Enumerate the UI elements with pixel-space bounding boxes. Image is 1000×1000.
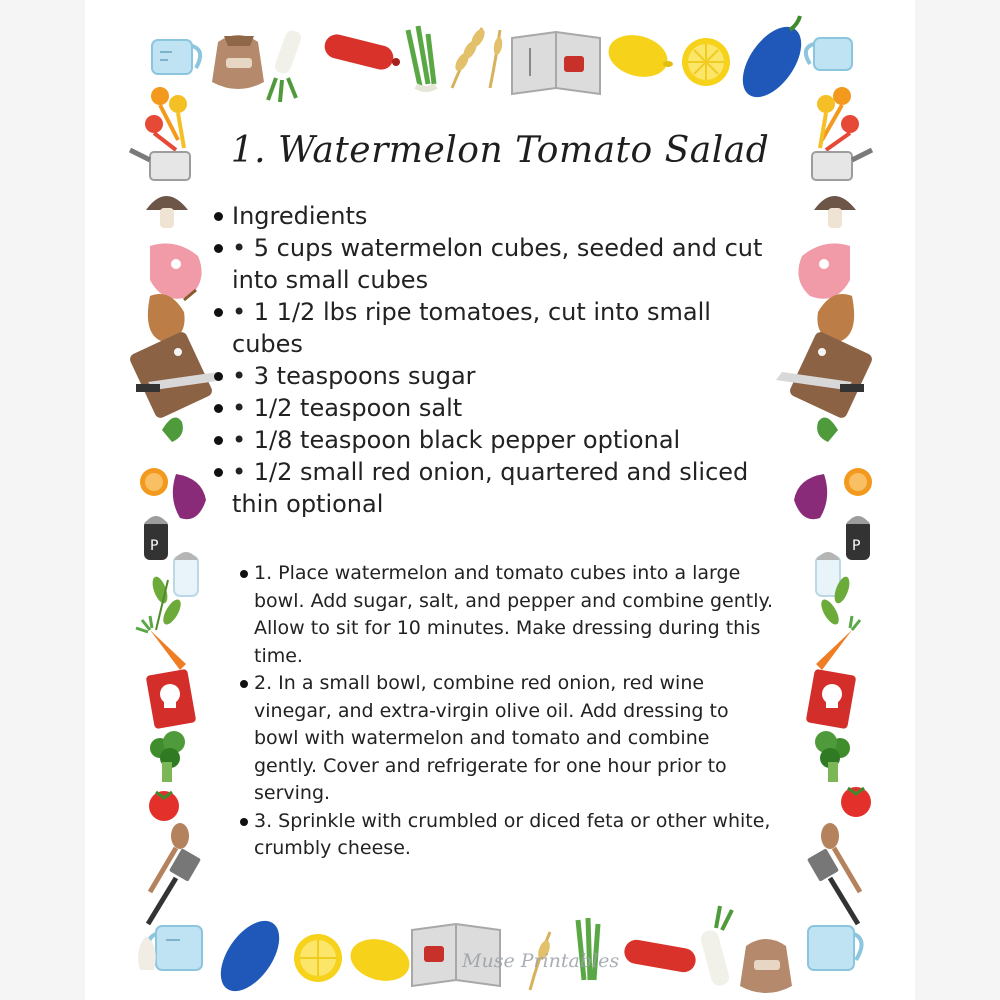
broccoli-icon <box>150 731 185 782</box>
recipe-book-icon <box>806 669 857 729</box>
salt-shaker-icon <box>846 516 870 560</box>
eggplant-icon <box>731 16 813 107</box>
beet-icon <box>794 418 838 520</box>
ingredient-item: • 3 teaspoons sugar <box>212 360 772 392</box>
ingredients-list <box>212 200 772 520</box>
ingredient-item: • 1/8 teaspoon black pepper optional <box>212 424 772 456</box>
direction-step: 3. Sprinkle with crumbled or diced feta or other white, crumbly cheese. <box>238 808 778 863</box>
recipe-book-icon <box>146 669 197 729</box>
sausage-icon <box>322 32 400 72</box>
wheat-icon <box>452 27 504 88</box>
salt-shaker-icon <box>144 516 168 560</box>
measuring-cup-icon <box>152 40 200 74</box>
orange-slice-icon <box>140 468 168 496</box>
ingredient-item: • 1 1/2 lbs ripe tomatoes, cut into small cubes <box>212 296 772 360</box>
ingredients-heading: Ingredients <box>212 200 772 232</box>
carrot-icon <box>816 616 860 670</box>
ingredient-item: • 1/2 teaspoon salt <box>212 392 772 424</box>
measuring-cup-icon <box>148 926 202 970</box>
flour-sack-icon <box>740 939 792 993</box>
lemon-half-icon <box>682 38 730 86</box>
mushroom-icon <box>814 196 856 228</box>
mushroom-icon <box>146 196 188 228</box>
cutting-board-knife-icon <box>128 330 224 420</box>
recipe-title: 1. Watermelon Tomato Salad <box>230 130 770 171</box>
eggplant-icon <box>209 911 291 1000</box>
spatula-icon <box>807 848 858 924</box>
lemon-icon <box>346 933 414 987</box>
lemon-half-icon <box>294 934 342 982</box>
beet-icon <box>162 418 206 520</box>
tomato-icon <box>841 787 871 817</box>
lemon-icon <box>604 29 673 83</box>
flour-sack-icon <box>212 35 264 89</box>
measuring-cup-icon <box>806 38 852 70</box>
ingredient-item: • 1/2 small red onion, quartered and sliced thin optional <box>212 456 772 520</box>
svg-text:P: P <box>852 538 861 554</box>
broccoli-icon <box>815 731 850 782</box>
cookbook-icon <box>512 32 600 94</box>
leek-icon <box>699 906 732 987</box>
cutting-board-knife-icon <box>776 330 874 420</box>
pepper-shaker-icon <box>174 552 198 596</box>
milk-jug-icon <box>138 936 156 970</box>
ingredient-item: • 5 cups watermelon cubes, seeded and cut into small cubes <box>212 232 772 296</box>
tomato-icon <box>149 791 179 821</box>
directions-list <box>238 560 778 863</box>
svg-text:P: P <box>150 538 159 554</box>
leek-icon <box>268 29 303 102</box>
carrot-icon <box>136 616 186 670</box>
watermark: Muse Printables <box>462 950 620 972</box>
orange-slice-icon <box>844 468 872 496</box>
sausage-icon <box>622 938 697 974</box>
direction-step: 1. Place watermelon and tomato cubes into a large bowl. Add sugar, salt, and pepper and combine gently. Allow to sit for 10 minutes. Make dressing during this time. <box>238 560 778 670</box>
direction-step: 2. In a small bowl, combine red onion, red wine vinegar, and extra-virgin olive oil. Add dressing to bowl with watermelon and tomato and combine gently. Cover and refrigerate for one hour prior to serving. <box>238 670 778 808</box>
steak-icon <box>798 244 850 299</box>
green-onion-icon <box>408 26 436 89</box>
measuring-cup-icon <box>808 926 862 970</box>
